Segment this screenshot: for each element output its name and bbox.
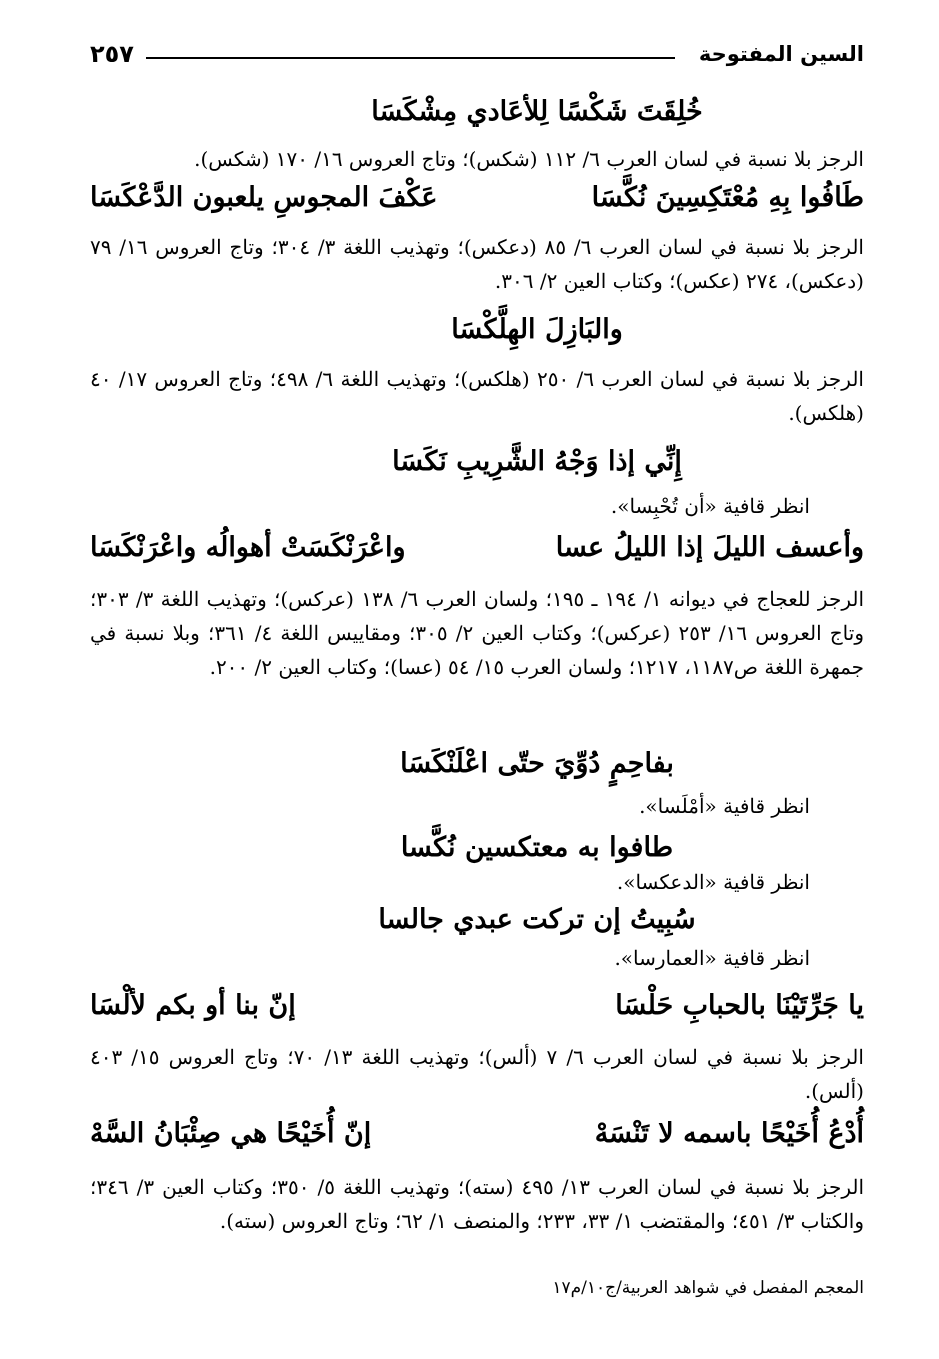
verse-second-hemistich: واعْرَنْكَسَتْ أهوالُه واعْرَنْكَسَا <box>90 532 406 563</box>
verse-note: الرجز بلا نسبة في لسان العرب ٦/ ٢٥٠ (هلكس)؛ وتهذيب اللغة ٦/ ٤٩٨؛ وتاج العروس ١٧/ ٤٠ (هلكس). <box>90 367 864 425</box>
page-number: ٢٥٧ <box>90 40 134 68</box>
verse-line <box>90 990 864 1021</box>
verse: سُبِيتُ إن تركت عبدي جالسا <box>378 904 696 935</box>
verse: خُلِقَتَ شَكْسًا لِلأعَادي مِشْكَسَا <box>371 96 703 127</box>
verse-second-hemistich: إنّ بنا أو بكم لألْسَا <box>90 990 296 1021</box>
cross-reference: انظر قافية «أن تُحْبِسا». <box>610 494 810 518</box>
verse-line <box>90 1118 864 1149</box>
running-title: السين المفتوحة <box>698 42 864 66</box>
verse-note: الرجز بلا نسبة في لسان العرب ٦/ ١١٢ (شكس)؛ وتاج العروس ١٦/ ١٧٠ (شكس). <box>194 147 864 171</box>
book-footer: المعجم المفصل في شواهد العربية/ج١٠/م١٧ <box>552 1278 864 1298</box>
verse: والبَازِلَ الهِلَّكْسَا <box>451 314 623 345</box>
verse-line <box>90 532 864 563</box>
verse-note: الرجز بلا نسبة في لسان العرب ٦/ ٨٥ (دعكس)؛ وتهذيب اللغة ٣/ ٣٠٤؛ وتاج العروس ١٦/ ٧٩ (دعكس)، ٢٧٤ (عكس)؛ وكتاب العين ٢/ ٣٠٦. <box>90 235 864 293</box>
verse-second-hemistich: إنّ أُخَيْحًا هي صِئْبَانُ السَّهْ <box>90 1118 372 1149</box>
verse-second-hemistich: عَكْفَ المجوسِ يلعبون الدَّعْكَسَا <box>90 182 438 213</box>
page-header <box>90 34 864 74</box>
verse: طافوا به معتكسين نُكَّسا <box>400 832 674 863</box>
verse-first-hemistich: وأعسف الليلَ إذا الليلُ عسا <box>555 532 864 563</box>
verse-first-hemistich: يا جَرِّتَيْنَا بالحبابِ حَلْسَا <box>615 990 864 1021</box>
verse-note: الرجز بلا نسبة في لسان العرب ٦/ ٧ (ألس)؛ وتهذيب اللغة ١٣/ ٧٠؛ وتاج العروس ١٥/ ٤٠٣ (ألس). <box>90 1045 864 1103</box>
verse-first-hemistich: أُدْعُ أُخَيْحًا باسمه لا تَنْسَهْ <box>594 1118 864 1149</box>
cross-reference: انظر قافية «العمارسا». <box>614 946 810 970</box>
cross-reference: انظر قافية «أمْلَسا». <box>639 794 810 818</box>
header-rule <box>146 57 675 59</box>
verse: بفاحِمٍ دُوِّيَ حتّى اعْلَنْكَسَا <box>400 748 674 779</box>
verse-line <box>90 182 864 213</box>
verse: إِنِّي إذا وَجْهُ الشَّرِيبِ نَكَسَا <box>392 446 682 477</box>
verse-note: الرجز للعجاج في ديوانه ١/ ١٩٤ ـ ١٩٥؛ ولسان العرب ٦/ ١٣٨ (عركس)؛ وتهذيب اللغة ٣/ ٣٠٣؛ وتاج العروس ١٦/ ٢٥٣ (عركس)؛ وكتاب العين ٢/ ٣٠٥؛ ومقاييس اللغة ٤/ ٣٦١؛ وبلا نسبة في جمهرة اللغة ص١١٨٧، ١٢١٧؛ ولسان العرب ١٥/ ٥٤ (عسا)؛ وكتاب العين ٢/ ٢٠٠. <box>90 587 865 679</box>
verse-first-hemistich: طَافُوا بِهِ مُعْتَكِسِينَ نُكَّسَا <box>591 182 864 213</box>
verse-note: الرجز بلا نسبة في لسان العرب ١٣/ ٤٩٥ (سته)؛ وتهذيب اللغة ٥/ ٣٥٠؛ وكتاب العين ٣/ ٣٤٦؛ والكتاب ٣/ ٤٥١؛ والمقتضب ١/ ٣٣، ٢٣٣؛ والمنصف ١/ ٦٢؛ وتاج العروس (سته). <box>90 1175 864 1233</box>
cross-reference: انظر قافية «الدعكسا». <box>616 870 810 894</box>
page <box>90 0 864 1359</box>
